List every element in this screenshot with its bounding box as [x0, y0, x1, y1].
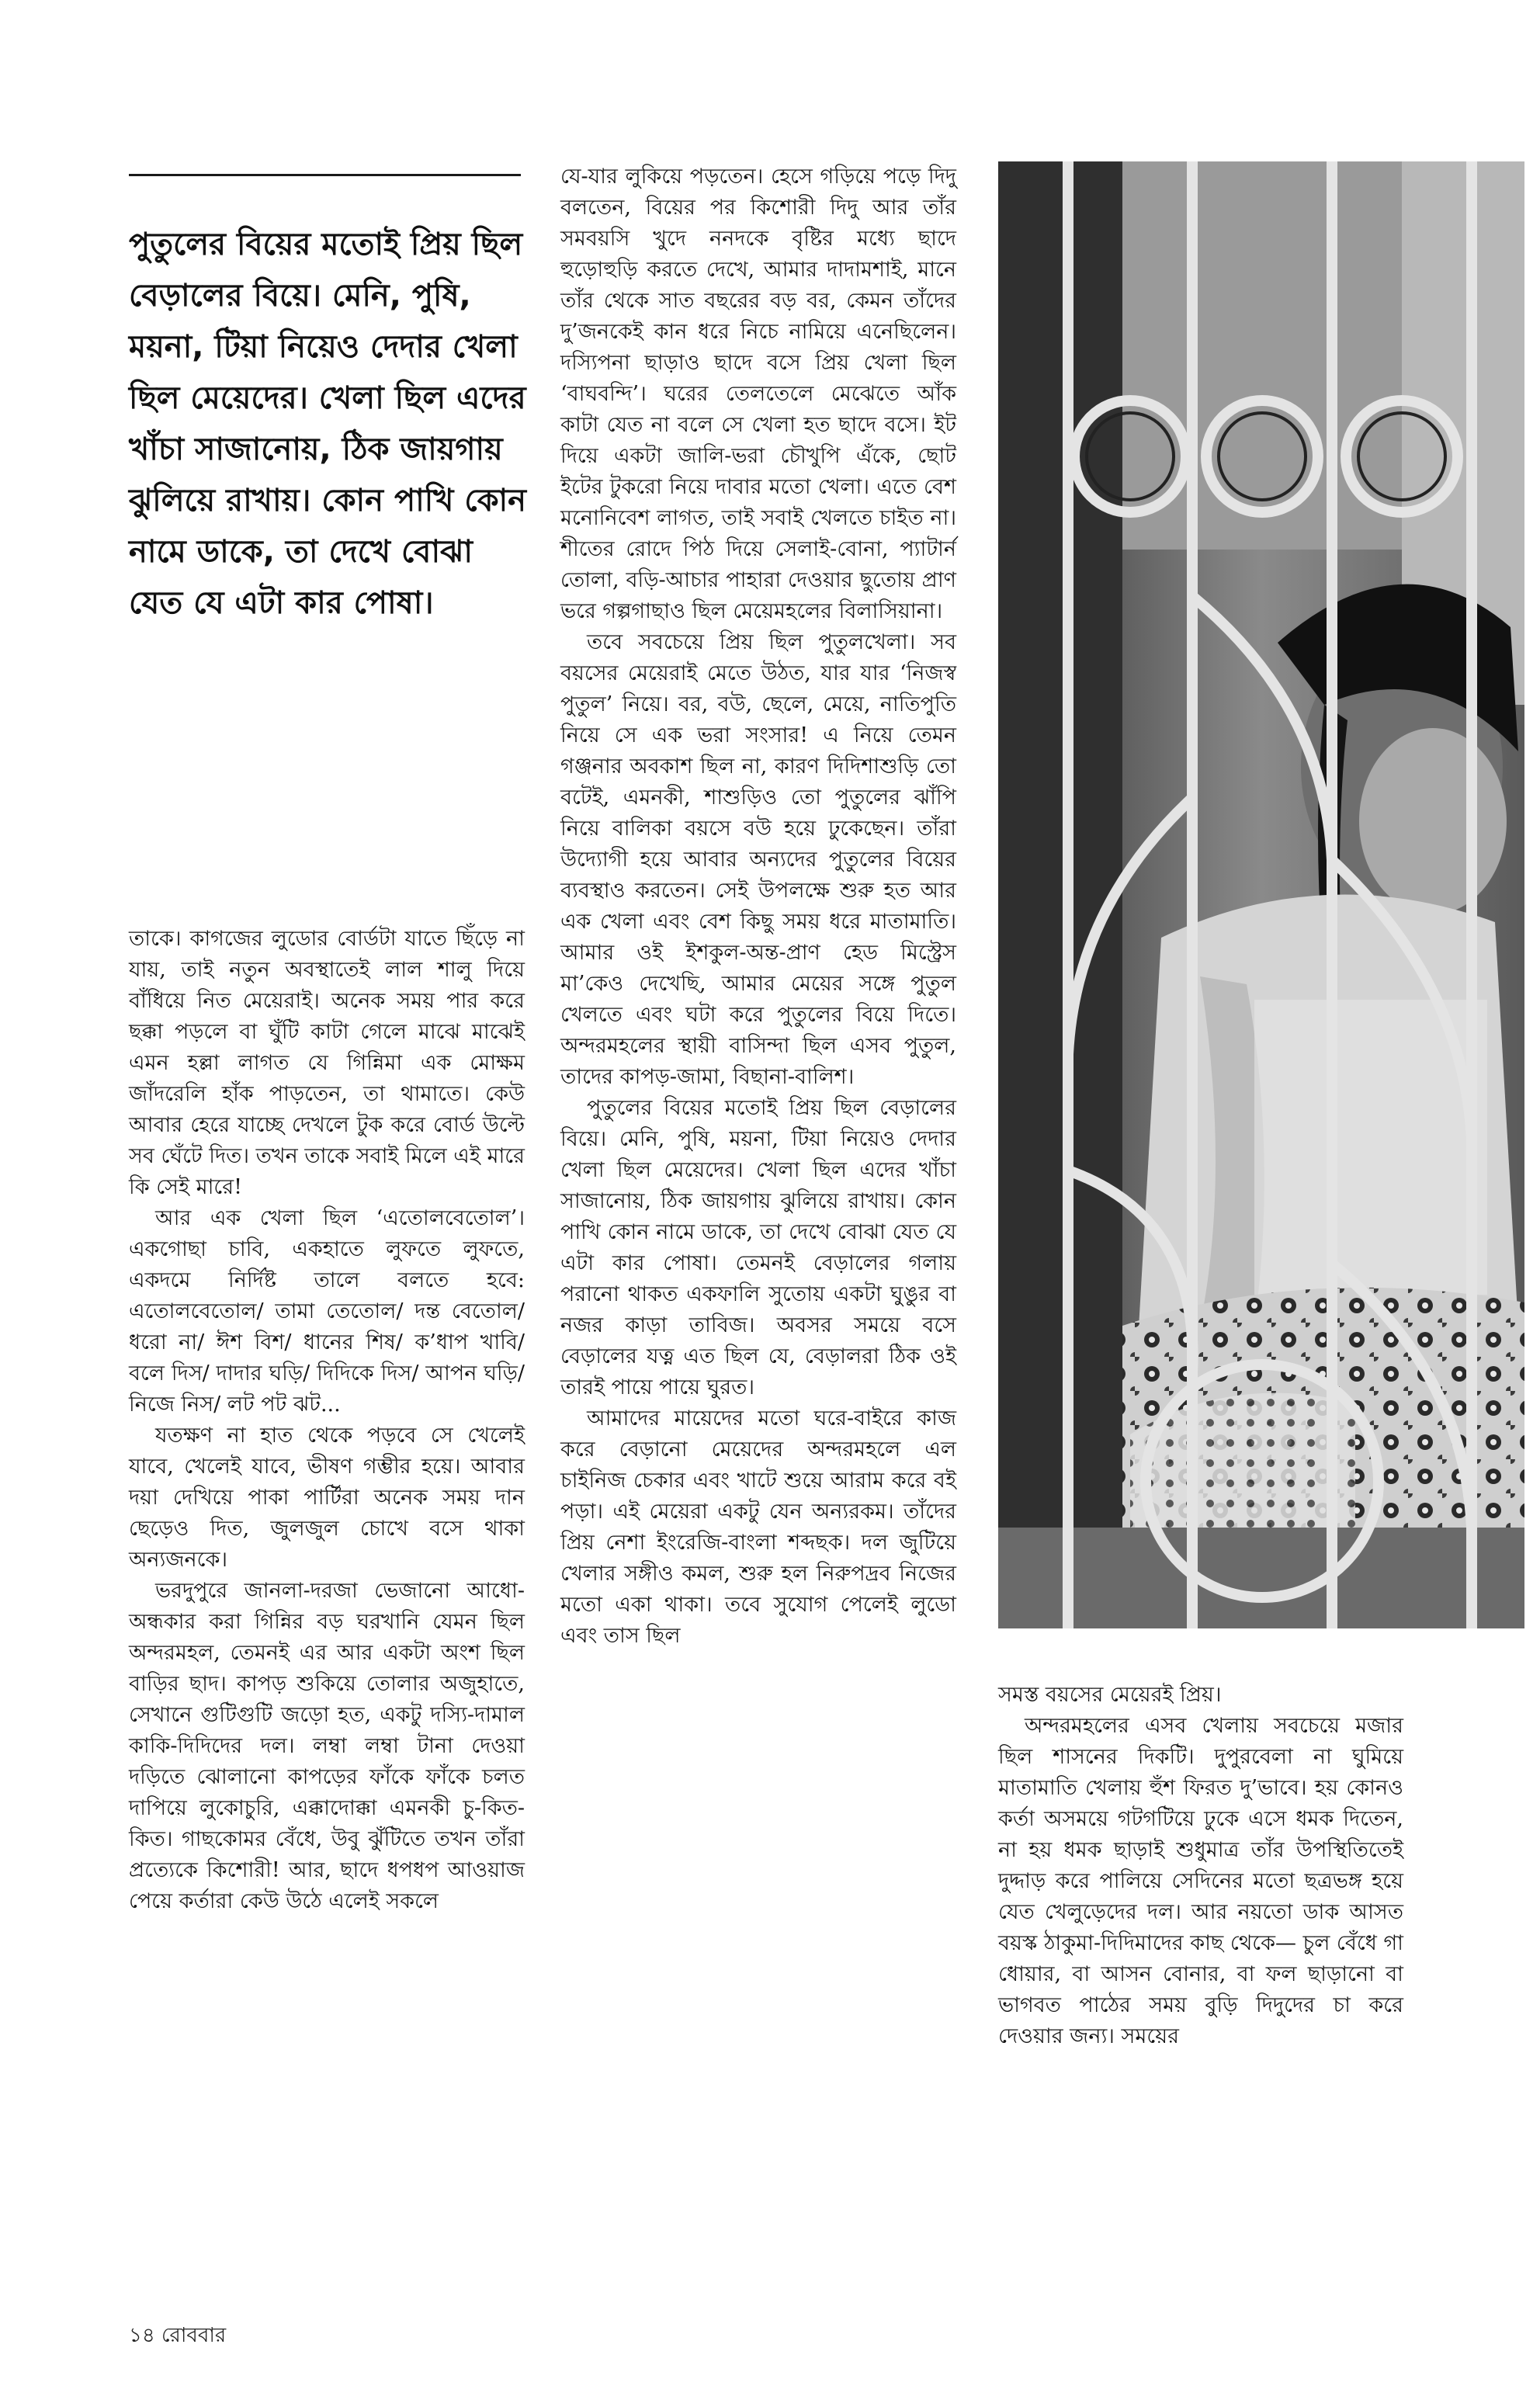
text-column-2 — [560, 161, 956, 1652]
paragraph: পুতুলের বিয়ের মতোই প্রিয় ছিল বেড়ালের বিয়ে। মেনি, পুষি, ময়না, টিয়া নিয়েও দেদার খেলা ছিল মেয়েদের। খেলা ছিল এদের খাঁচা সাজানোয়, ঠিক জায়গায় ঝুলিয়ে রাখায়। কোন পাখি কোন নামে ডাকে, তা দেখে বোঝা যেত যে এটা কার পোষা। তেমনই বেড়ালের গলায় পরানো থাকত একফালি সুতোয় একটা ঘুঙুর বা নজর কাড়া তাবিজ। অবসর সময়ে বসে বেড়ালের যত্ন এত ছিল যে, বেড়ালরা ঠিক ওই তারই পায়ে পায়ে ঘুরত। — [560, 1096, 956, 1399]
paragraph: তবে সবচেয়ে প্রিয় ছিল পুতুলখেলা। সব বয়সের মেয়েরাই মেতে উঠত, যার যার ‘নিজস্ব পুতুল’ নিয়ে। বর, বউ, ছেলে, মেয়ে, নাতিপুতি নিয়ে সে এক ভরা সংসার! এ নিয়ে তেমন গঞ্জনার অবকাশ ছিল না, কারণ দিদিশাশুড়ি তো বটেই, এমনকী, শাশুড়িও তো পুতুলের ঝাঁপি নিয়ে বালিকা বয়সে বউ হয়ে ঢুকেছেন। তাঁরা উদ্যোগী হয়ে আবার অন্যদের পুতুলের বিয়ের ব্যবস্থাও করতেন। সেই উপলক্ষে শুরু হত আর এক খেলা এবং বেশ কিছু সময় ধরে মাতামাতি। আমার ওই ইশকুল-অন্ত-প্রাণ হেড মিস্ট্রেস মা’কেও দেখেছি, আমার মেয়ের সঙ্গে পুতুল খেলতে এবং ঘটা করে পুতুলের বিয়ে দিতে। অন্দরমহলের স্থায়ী বাসিন্দা ছিল এসব পুতুল, তাদের কাপড়-জামা, বিছানা-বালিশ। — [560, 630, 956, 1089]
paragraph: যতক্ষণ না হাত থেকে পড়বে সে খেলেই যাবে, খেলেই যাবে, ভীষণ গম্ভীর হয়ে। আবার দয়া দেখিয়ে পাকা পার্টিরা অনেক সময় দান ছেড়েও দিত, জুলজুল চোখে বসে থাকা অন্যজনকে। — [129, 1424, 525, 1572]
paragraph: ভরদুপুরে জানলা-দরজা ভেজানো আধো-অন্ধকার করা গিন্নির বড় ঘরখানি যেমন ছিল অন্দরমহল, তেমনই এর আর একটা অংশ ছিল বাড়ির ছাদ। কাপড় শুকিয়ে তোলার অজুহাতে, সেখানে গুটিগুটি জড়ো হত, একটু দস্যি-দামাল কাকি-দিদিদের দল। লম্বা লম্বা টানা দেওয়া দড়িতে ঝোলানো কাপড়ের ফাঁকে ফাঁকে চলত দাপিয়ে লুকোচুরি, এক্কাদোক্কা এমনকী চু-কিত-কিত। গাছকোমর বেঁধে, উবু ঝুঁটিতে তখন তাঁরা প্রত্যেকে কিশোরী! আর, ছাদে ধপধপ আওয়াজ পেয়ে কর্তারা কেউ উঠে এলেই সকলে — [129, 1579, 525, 1913]
paragraph: সমস্ত বয়সের মেয়েরই প্রিয়। — [998, 1683, 1222, 1707]
pull-quote: পুতুলের বিয়ের মতোই প্রিয় ছিল বেড়ালের বিয়ে। মেনি, পুষি, ময়না, টিয়া নিয়েও দেদার খেলা ছিল মেয়েদের। খেলা ছিল এদের খাঁচা সাজানোয়, ঠিক জায়গায় ঝুলিয়ে রাখায়। কোন পাখি কোন নামে ডাকে, তা দেখে বোঝা যেত যে এটা কার পোষা। — [129, 227, 527, 621]
paragraph: তাকে। কাগজের লুডোর বোর্ডটা যাতে ছিঁড়ে না যায়, তাই নতুন অবস্থাতেই লাল শালু দিয়ে বাঁধিয়ে নিত মেয়েরাই। অনেক সময় পার করে ছক্কা পড়লে বা ঘুঁটি কাটা গেলে মাঝে মাঝেই এমন হল্লা লাগত যে গিন্নিমা এক মোক্ষম জাঁদরেলি হাঁক পাড়তেন, তা থামাতে। কেউ আবার হেরে যাচ্ছে দেখলে টুক করে বোর্ড উল্টে সব ঘেঁটে দিত। তখন তাকে সবাই মিলে এই মারে কি সেই মারে! — [129, 927, 525, 1199]
paragraph: যে-যার লুকিয়ে পড়তেন। হেসে গড়িয়ে পড়ে দিদু বলতেন, বিয়ের পর কিশোরী দিদু আর তাঁর সমবয়সি খুদে ননদকে বৃষ্টির মধ্যে ছাদে হুড়োহুড়ি করতে দেখে, আমার দাদামশাই, মানে তাঁর থেকে সাত বছরের বড় বর, কেমন তাঁদের দু’জনকেই কান ধরে নিচে নামিয়ে এনেছিলেন। দস্যিপনা ছাড়াও ছাদে বসে প্রিয় খেলা ছিল ‘বাঘবন্দি’। ঘরের তেলতেলে মেঝেতে আঁক কাটা যেত না বলে সে খেলা হত ছাদে বসে। ইট দিয়ে একটা জালি-ভরা চৌখুপি এঁকে, ছোট ইটের টুকরো নিয়ে দাবার মতো খেলা। এতে বেশ মনোনিবেশ লাগত, তাই সবাই খেলতে চাইত না। শীতের রোদে পিঠ দিয়ে সেলাই-বোনা, প্যাটার্ন তোলা, বড়ি-আচার পাহারা দেওয়ার ছুতোয় প্রাণ ভরে গল্পগাছাও ছিল মেয়েমহলের বিলাসিয়ানা। — [560, 165, 956, 623]
photo-girl-behind-window-grille — [998, 161, 1524, 1628]
paragraph: আমাদের মায়েদের মতো ঘরে-বাইরে কাজ করে বেড়ানো মেয়েদের অন্দরমহলে এল চাইনিজ চেকার এবং খাটে শুয়ে আরাম করে বই পড়া। এই মেয়েরা একটু যেন অন্যরকম। তাঁদের প্রিয় নেশা ইংরেজি-বাংলা শব্দছক। দল জুটিয়ে খেলার সঙ্গীও কমল, শুরু হল নিরুপদ্রব নিজের মতো একা থাকা। তবে সুযোগ পেলেই লুডো এবং তাস ছিল — [560, 1406, 956, 1648]
pull-quote-rule — [129, 174, 521, 176]
paragraph: আর এক খেলা ছিল ‘এতোলবেতোল’। একগোছা চাবি, একহাতে লুফতে লুফতে, একদমে নির্দিষ্ট তালে বলতে হবে: এতোলবেতোল/ তামা তেতোল/ দন্ত বেতোল/ ধরো না/ ঈশ বিশ/ ধানের শিষ/ ক’ধাপ খাবি/ বলে দিস/ দাদার ঘড়ি/ দিদিকে দিস/ আপন ঘড়ি/ নিজে নিস/ লট পট ঝট... — [129, 1206, 525, 1417]
paragraph: অন্দরমহলের এসব খেলায় সবচেয়ে মজার ছিল শাসনের দিকটি। দুপুরবেলা না ঘুমিয়ে মাতামাতি খেলায় হুঁশ ফিরত দু’ভাবে। হয় কোনও কর্তা অসময়ে গটগটিয়ে ঢুকে এসে ধমক দিতেন, না হয় ধমক ছাড়াই শুধুমাত্র তাঁর উপস্থিতিতেই দুদ্দাড় করে পালিয়ে সেদিনের মতো ছত্রভঙ্গ হয়ে যেত খেলুড়েদের দল। আর নয়তো ডাক আসত বয়স্ক ঠাকুমা-দিদিমাদের কাছ থেকে— চুল বেঁধে গা ধোয়ার, বা আসন বোনার, বা ফল ছাড়ানো বা ভাগবত পাঠের সময় বুড়ি দিদুদের চা করে দেওয়ার জন্য। সময়ের — [998, 1714, 1403, 2048]
page-footer: ১৪ রোববার — [129, 2324, 227, 2347]
text-column-3 — [998, 1680, 1403, 2052]
text-column-1 — [129, 924, 525, 1917]
